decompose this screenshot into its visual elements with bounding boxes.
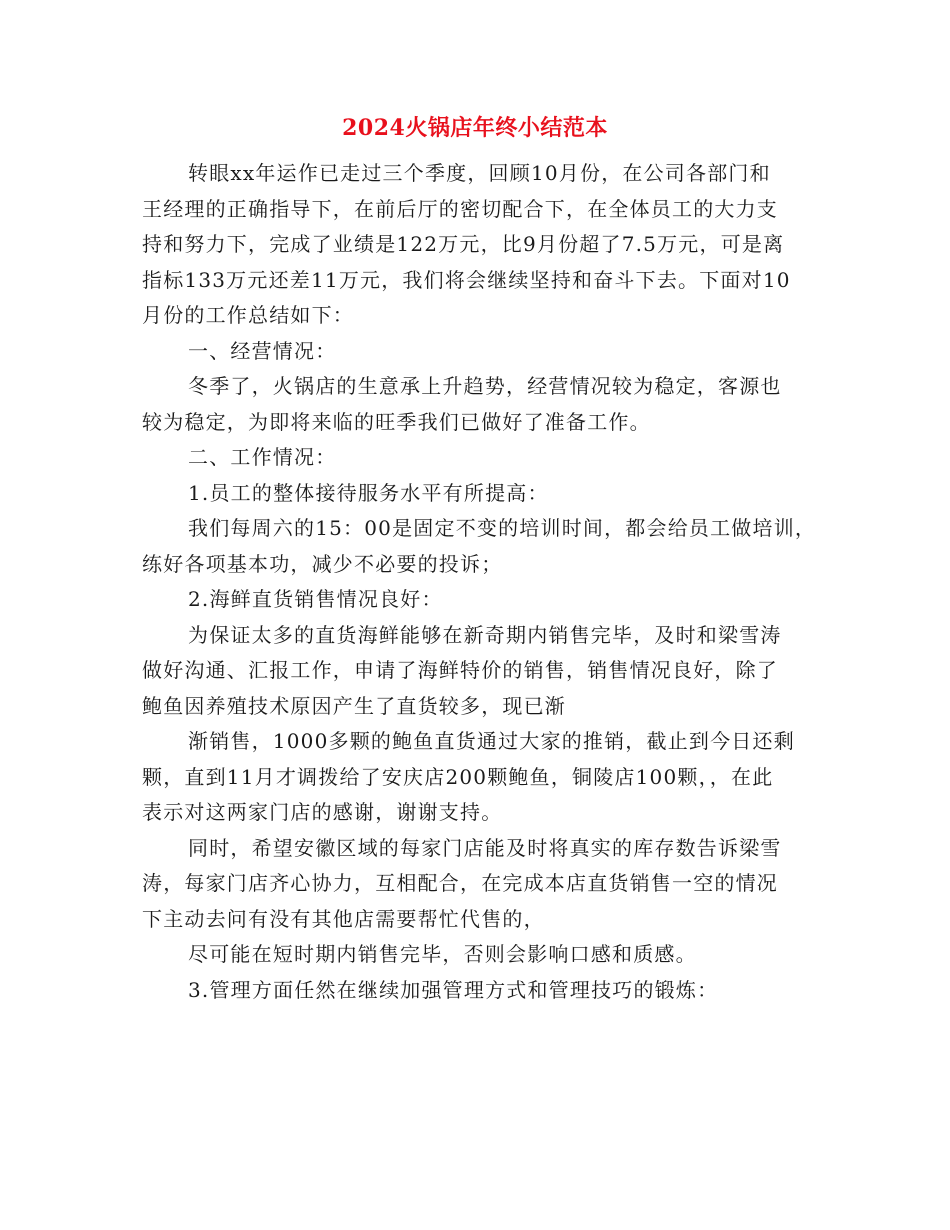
body-line: 为保证太多的直货海鲜能够在新奇期内销售完毕，及时和梁雪涛 (188, 622, 782, 647)
body-line: 1.员工的整体接待服务水平有所提高： (188, 480, 549, 505)
document-title: 2024火锅店年终小结范本 (342, 115, 608, 141)
body-line: 我们每周六的15：00是固定不变的培训时间，都会给员工做培训， (188, 516, 817, 540)
body-line: 3.管理方面任然在继续加强管理方式和管理技巧的锻炼： (188, 977, 719, 1002)
body-line: 同时，希望安徽区域的每家门店能及时将真实的库存数告诉梁雪 (188, 835, 782, 860)
body-line: 王经理的正确指导下，在前后厅的密切配合下，在全体员工的大力支 (142, 196, 778, 221)
body-line: 一、经营情况： (188, 338, 337, 363)
body-line: 2.海鲜直货销售情况良好： (188, 587, 443, 611)
body-line: 较为稳定，为即将来临的旺季我们已做好了准备工作。 (142, 409, 651, 434)
body-line: 二、工作情况： (188, 445, 337, 469)
body-line: 冬季了，火锅店的生意承上升趋势，经营情况较为稳定，客源也 (188, 374, 782, 398)
body-line: 颗，直到11月才调拨给了安庆店200颗鲍鱼，铜陵店100颗，，在此 (142, 764, 774, 789)
document-body (142, 156, 818, 1008)
body-line: 持和努力下，完成了业绩是122万元，比9月份超了7.5万元，可是离 (142, 232, 785, 256)
body-line: 渐销售，1000多颗的鲍鱼直货通过大家的推销，截止到今日还剩 (188, 729, 795, 753)
body-line: 鲍鱼因养殖技术原因产生了直货较多，现已渐 (142, 693, 566, 718)
body-line: 尽可能在短时期内销售完毕，否则会影响口感和质感。 (188, 942, 697, 966)
body-line: 月份的工作总结如下： (142, 303, 354, 327)
body-line: 转眼xx年运作已走过三个季度，回顾10月份，在公司各部门和 (188, 161, 771, 185)
body-line: 做好沟通、汇报工作，申请了海鲜特价的销售，销售情况良好，除了 (142, 658, 778, 682)
body-line: 表示对这两家门店的感谢，谢谢支持。 (142, 800, 503, 824)
body-line: 下主动去问有没有其他店需要帮忙代售的， (142, 906, 545, 931)
body-line: 练好各项基本功，减少不必要的投诉； (142, 551, 503, 576)
body-line: 指标133万元还差11万元，我们将会继续坚持和奋斗下去。下面对10 (142, 267, 791, 292)
body-line: 涛，每家门店齐心协力，互相配合，在完成本店直货销售一空的情况 (142, 871, 778, 895)
